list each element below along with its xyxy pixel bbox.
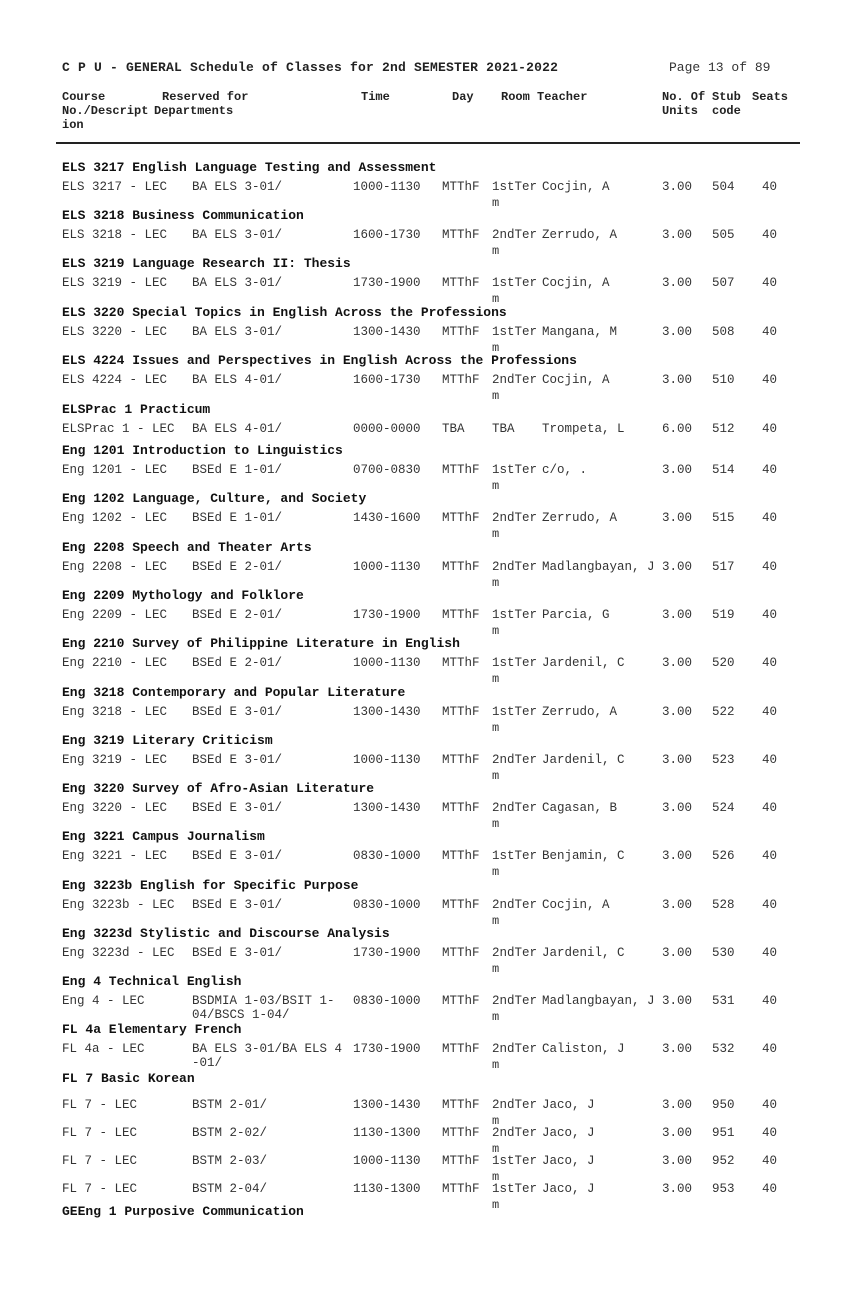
stub-code: 517 (712, 560, 735, 574)
seats: 40 (762, 180, 778, 194)
col-units-header (662, 90, 705, 118)
class-days: MTThF (442, 511, 480, 525)
reserved-departments (192, 946, 282, 960)
class-days: MTThF (442, 463, 480, 477)
stub-code: 508 (712, 325, 735, 339)
units: 3.00 (662, 608, 693, 622)
course-title: Eng 2210 Survey of Philippine Literature in English (62, 636, 460, 651)
course-title: Eng 1202 Language, Culture, and Society (62, 491, 367, 506)
col-reserved-label-2: Departments (154, 104, 234, 118)
course-title: Eng 3223b English for Specific Purpose (62, 878, 359, 893)
room-suffix: m (492, 576, 500, 590)
section-code: FL 4a - LEC (62, 1042, 145, 1056)
col-course-header (62, 90, 148, 132)
reserved-departments (192, 608, 282, 622)
col-stub-label-1: Stub (712, 90, 741, 104)
reserved-line-1: BSEd E 1-01/ (192, 463, 283, 477)
reserved-departments (192, 1098, 267, 1112)
room-suffix: m (492, 769, 500, 783)
teacher: Madlangbayan, J (542, 560, 655, 574)
section-code: Eng 3223d - LEC (62, 946, 175, 960)
teacher: Zerrudo, A (542, 705, 618, 719)
class-time: 1600-1730 (353, 373, 421, 387)
stub-code: 524 (712, 801, 735, 815)
reserved-line-1: BSEd E 3-01/ (192, 849, 283, 863)
reserved-line-1: BSEd E 3-01/ (192, 801, 283, 815)
class-days: MTThF (442, 560, 480, 574)
stub-code: 953 (712, 1182, 735, 1196)
col-reserved-label-1: Reserved for (162, 90, 249, 104)
teacher: Caliston, J (542, 1042, 625, 1056)
class-days: MTThF (442, 1154, 480, 1168)
class-time: 1130-1300 (353, 1126, 421, 1140)
section-code: Eng 2208 - LEC (62, 560, 168, 574)
room-suffix: m (492, 527, 500, 541)
class-time: 0700-0830 (353, 463, 421, 477)
section-code: Eng 1202 - LEC (62, 511, 168, 525)
units: 3.00 (662, 849, 693, 863)
course-title: Eng 3220 Survey of Afro-Asian Literature (62, 781, 375, 796)
seats: 40 (762, 801, 778, 815)
course-title: ELS 3220 Special Topics in English Across the Professions (62, 305, 507, 320)
class-days: MTThF (442, 1098, 480, 1112)
room: 2ndTer (492, 753, 538, 767)
reserved-line-2: -01/ (192, 1056, 223, 1070)
col-course-label-2: No./Descript (62, 104, 149, 118)
stub-code: 528 (712, 898, 735, 912)
section-code: Eng 3221 - LEC (62, 849, 168, 863)
class-days: MTThF (442, 946, 480, 960)
room-suffix: m (492, 196, 500, 210)
room-suffix: m (492, 479, 500, 493)
course-title: Eng 2208 Speech and Theater Arts (62, 540, 312, 555)
room: 1stTer (492, 1182, 538, 1196)
reserved-line-1: BA ELS 3-01/BA ELS 4 (192, 1042, 343, 1056)
seats: 40 (762, 656, 778, 670)
course-title: FL 4a Elementary French (62, 1022, 242, 1037)
course-title: Eng 3221 Campus Journalism (62, 829, 265, 844)
class-time: 1730-1900 (353, 276, 421, 290)
reserved-departments (192, 1154, 267, 1168)
section-code: Eng 3220 - LEC (62, 801, 168, 815)
seats: 40 (762, 705, 778, 719)
class-time: 1430-1600 (353, 511, 421, 525)
teacher: Cocjin, A (542, 898, 610, 912)
stub-code: 520 (712, 656, 735, 670)
reserved-departments (192, 801, 282, 815)
teacher: Jaco, J (542, 1126, 595, 1140)
room-suffix: m (492, 1170, 500, 1184)
seats: 40 (762, 1098, 778, 1112)
class-time: 1000-1130 (353, 753, 421, 767)
room-suffix: m (492, 721, 500, 735)
reserved-line-1: BSTM 2-03/ (192, 1154, 268, 1168)
units: 3.00 (662, 325, 693, 339)
room: 2ndTer (492, 1042, 538, 1056)
class-days: MTThF (442, 1126, 480, 1140)
class-days: TBA (442, 422, 465, 436)
stub-code: 950 (712, 1098, 735, 1112)
stub-code: 531 (712, 994, 735, 1008)
section-code: Eng 4 - LEC (62, 994, 145, 1008)
class-days: MTThF (442, 373, 480, 387)
reserved-line-1: BSEd E 3-01/ (192, 898, 283, 912)
class-days: MTThF (442, 325, 480, 339)
stub-code: 532 (712, 1042, 735, 1056)
stub-code: 526 (712, 849, 735, 863)
reserved-line-1: BSTM 2-02/ (192, 1126, 268, 1140)
course-title: ELSPrac 1 Practicum (62, 402, 211, 417)
units: 6.00 (662, 422, 693, 436)
room: 1stTer (492, 463, 538, 477)
reserved-line-1: BA ELS 3-01/ (192, 325, 283, 339)
room-suffix: m (492, 624, 500, 638)
reserved-departments (192, 1182, 267, 1196)
reserved-departments (192, 560, 282, 574)
room: 2ndTer (492, 373, 538, 387)
class-days: MTThF (442, 994, 480, 1008)
reserved-departments (192, 849, 282, 863)
room-suffix: m (492, 1142, 500, 1156)
seats: 40 (762, 422, 778, 436)
reserved-departments (192, 373, 282, 387)
stub-code: 952 (712, 1154, 735, 1168)
col-day-header: Day (452, 90, 474, 104)
room-suffix: m (492, 389, 500, 403)
course-title: Eng 3223d Stylistic and Discourse Analysis (62, 926, 390, 941)
reserved-departments (192, 656, 282, 670)
page-number: Page 13 of 89 (669, 60, 771, 75)
room-suffix: m (492, 292, 500, 306)
teacher: Trompeta, L (542, 422, 625, 436)
class-days: MTThF (442, 180, 480, 194)
section-code: ELS 3218 - LEC (62, 228, 168, 242)
units: 3.00 (662, 180, 693, 194)
col-seats-header: Seats (752, 90, 789, 104)
reserved-line-1: BSEd E 2-01/ (192, 560, 283, 574)
room: 2ndTer (492, 946, 538, 960)
units: 3.00 (662, 511, 693, 525)
reserved-line-1: BSEd E 2-01/ (192, 608, 283, 622)
stub-code: 504 (712, 180, 735, 194)
units: 3.00 (662, 705, 693, 719)
section-code: Eng 1201 - LEC (62, 463, 168, 477)
class-days: MTThF (442, 276, 480, 290)
room: 1stTer (492, 180, 538, 194)
seats: 40 (762, 325, 778, 339)
seats: 40 (762, 1154, 778, 1168)
class-time: 1730-1900 (353, 1042, 421, 1056)
course-title: ELS 3218 Business Communication (62, 208, 304, 223)
reserved-line-1: BSEd E 3-01/ (192, 705, 283, 719)
reserved-departments (192, 753, 282, 767)
class-time: 1000-1130 (353, 560, 421, 574)
teacher: Zerrudo, A (542, 228, 618, 242)
stub-code: 505 (712, 228, 735, 242)
units: 3.00 (662, 753, 693, 767)
col-room-teacher-header: Room Teacher (501, 90, 588, 104)
room: 1stTer (492, 608, 538, 622)
reserved-departments (192, 463, 282, 477)
course-title: GEEng 1 Purposive Communication (62, 1204, 304, 1219)
section-code: ELSPrac 1 - LEC (62, 422, 175, 436)
teacher: Jaco, J (542, 1154, 595, 1168)
class-days: MTThF (442, 1182, 480, 1196)
course-title: ELS 4224 Issues and Perspectives in English Across the Professions (62, 353, 577, 368)
class-time: 0830-1000 (353, 849, 421, 863)
seats: 40 (762, 994, 778, 1008)
units: 3.00 (662, 1154, 693, 1168)
seats: 40 (762, 1182, 778, 1196)
section-code: Eng 3219 - LEC (62, 753, 168, 767)
room: 2ndTer (492, 511, 538, 525)
class-days: MTThF (442, 801, 480, 815)
col-stub-header (712, 90, 741, 118)
teacher: Cocjin, A (542, 180, 610, 194)
reserved-line-1: BSEd E 3-01/ (192, 946, 283, 960)
section-code: Eng 3218 - LEC (62, 705, 168, 719)
reserved-departments (192, 511, 282, 525)
teacher: Jaco, J (542, 1182, 595, 1196)
room: 1stTer (492, 1154, 538, 1168)
reserved-departments (192, 276, 282, 290)
teacher: c/o, . (542, 463, 588, 477)
class-time: 1730-1900 (353, 608, 421, 622)
class-time: 1000-1130 (353, 180, 421, 194)
room-suffix: m (492, 1114, 500, 1128)
room: 2ndTer (492, 228, 538, 242)
units: 3.00 (662, 1098, 693, 1112)
units: 3.00 (662, 276, 693, 290)
class-days: MTThF (442, 705, 480, 719)
section-code: ELS 3219 - LEC (62, 276, 168, 290)
room: 2ndTer (492, 1126, 538, 1140)
stub-code: 523 (712, 753, 735, 767)
stub-code: 514 (712, 463, 735, 477)
section-code: FL 7 - LEC (62, 1154, 138, 1168)
teacher: Parcia, G (542, 608, 610, 622)
reserved-line-1: BA ELS 4-01/ (192, 373, 283, 387)
units: 3.00 (662, 373, 693, 387)
stub-code: 507 (712, 276, 735, 290)
class-time: 1300-1430 (353, 325, 421, 339)
seats: 40 (762, 1042, 778, 1056)
reserved-departments (192, 180, 282, 194)
section-code: Eng 2210 - LEC (62, 656, 168, 670)
seats: 40 (762, 228, 778, 242)
class-time: 1130-1300 (353, 1182, 421, 1196)
reserved-line-1: BSTM 2-04/ (192, 1182, 268, 1196)
seats: 40 (762, 608, 778, 622)
class-time: 1000-1130 (353, 656, 421, 670)
seats: 40 (762, 463, 778, 477)
class-days: MTThF (442, 849, 480, 863)
teacher: Zerrudo, A (542, 511, 618, 525)
room: 2ndTer (492, 1098, 538, 1112)
room: 1stTer (492, 849, 538, 863)
section-code: FL 7 - LEC (62, 1182, 138, 1196)
units: 3.00 (662, 801, 693, 815)
class-time: 1600-1730 (353, 228, 421, 242)
seats: 40 (762, 946, 778, 960)
room: 2ndTer (492, 898, 538, 912)
reserved-departments (192, 1126, 267, 1140)
reserved-line-1: BSEd E 1-01/ (192, 511, 283, 525)
course-title: ELS 3217 English Language Testing and Assessment (62, 160, 437, 175)
room-suffix: m (492, 1058, 500, 1072)
class-time: 1730-1900 (353, 946, 421, 960)
reserved-departments (192, 1042, 342, 1070)
section-code: ELS 3217 - LEC (62, 180, 168, 194)
units: 3.00 (662, 994, 693, 1008)
units: 3.00 (662, 560, 693, 574)
col-units-label-1: No. Of (662, 90, 706, 104)
seats: 40 (762, 1126, 778, 1140)
course-title: Eng 3218 Contemporary and Popular Literature (62, 685, 406, 700)
course-title: Eng 3219 Literary Criticism (62, 733, 273, 748)
course-title: Eng 1201 Introduction to Linguistics (62, 443, 343, 458)
course-title: Eng 4 Technical English (62, 974, 242, 989)
reserved-line-1: BSEd E 3-01/ (192, 753, 283, 767)
class-days: MTThF (442, 656, 480, 670)
reserved-departments (192, 422, 282, 436)
room-suffix: m (492, 914, 500, 928)
reserved-departments (192, 325, 282, 339)
units: 3.00 (662, 1042, 693, 1056)
col-units-label-2: Units (662, 104, 699, 118)
room-suffix: m (492, 341, 500, 355)
room-suffix: m (492, 1198, 500, 1212)
reserved-departments (192, 705, 282, 719)
section-code: FL 7 - LEC (62, 1126, 138, 1140)
col-reserved-header (154, 90, 249, 118)
teacher: Jardenil, C (542, 946, 625, 960)
reserved-line-1: BA ELS 3-01/ (192, 276, 283, 290)
reserved-line-1: BA ELS 4-01/ (192, 422, 283, 436)
reserved-line-1: BSTM 2-01/ (192, 1098, 268, 1112)
col-stub-label-2: code (712, 104, 741, 118)
class-days: MTThF (442, 898, 480, 912)
room-suffix: m (492, 962, 500, 976)
reserved-line-1: BA ELS 3-01/ (192, 228, 283, 242)
class-time: 0830-1000 (353, 994, 421, 1008)
room: 2ndTer (492, 801, 538, 815)
units: 3.00 (662, 228, 693, 242)
room-suffix: m (492, 1010, 500, 1024)
stub-code: 512 (712, 422, 735, 436)
reserved-line-2: 04/BSCS 1-04/ (192, 1008, 290, 1022)
room: 2ndTer (492, 560, 538, 574)
teacher: Benjamin, C (542, 849, 625, 863)
seats: 40 (762, 753, 778, 767)
header-divider (56, 142, 800, 144)
course-title: FL 7 Basic Korean (62, 1071, 195, 1086)
stub-code: 515 (712, 511, 735, 525)
seats: 40 (762, 560, 778, 574)
room: 1stTer (492, 705, 538, 719)
section-code: ELS 4224 - LEC (62, 373, 168, 387)
teacher: Jaco, J (542, 1098, 595, 1112)
section-code: Eng 3223b - LEC (62, 898, 175, 912)
teacher: Jardenil, C (542, 753, 625, 767)
units: 3.00 (662, 1126, 693, 1140)
class-days: MTThF (442, 228, 480, 242)
class-time: 1300-1430 (353, 705, 421, 719)
teacher: Cocjin, A (542, 276, 610, 290)
room-suffix: m (492, 672, 500, 686)
stub-code: 519 (712, 608, 735, 622)
class-time: 1300-1430 (353, 801, 421, 815)
reserved-line-1: BSDMIA 1-03/BSIT 1- (192, 994, 335, 1008)
seats: 40 (762, 511, 778, 525)
stub-code: 951 (712, 1126, 735, 1140)
reserved-departments (192, 994, 335, 1022)
room: TBA (492, 422, 515, 436)
section-code: ELS 3220 - LEC (62, 325, 168, 339)
class-time: 0830-1000 (353, 898, 421, 912)
room: 1stTer (492, 656, 538, 670)
teacher: Madlangbayan, J (542, 994, 655, 1008)
reserved-departments (192, 898, 282, 912)
col-course-label-3: ion (62, 118, 84, 132)
stub-code: 510 (712, 373, 735, 387)
units: 3.00 (662, 898, 693, 912)
room-suffix: m (492, 817, 500, 831)
room-suffix: m (492, 244, 500, 258)
col-course-label-1: Course (62, 90, 106, 104)
course-title: Eng 2209 Mythology and Folklore (62, 588, 304, 603)
seats: 40 (762, 373, 778, 387)
reserved-departments (192, 228, 282, 242)
class-days: MTThF (442, 1042, 480, 1056)
teacher: Mangana, M (542, 325, 618, 339)
room-suffix: m (492, 865, 500, 879)
col-time-header: Time (361, 90, 390, 104)
teacher: Cagasan, B (542, 801, 618, 815)
section-code: Eng 2209 - LEC (62, 608, 168, 622)
section-code: FL 7 - LEC (62, 1098, 138, 1112)
document-title: C P U - GENERAL Schedule of Classes for 2nd SEMESTER 2021-2022 (62, 60, 559, 75)
course-title: ELS 3219 Language Research II: Thesis (62, 256, 351, 271)
class-days: MTThF (442, 608, 480, 622)
units: 3.00 (662, 656, 693, 670)
teacher: Jardenil, C (542, 656, 625, 670)
seats: 40 (762, 276, 778, 290)
class-time: 1000-1130 (353, 1154, 421, 1168)
room: 1stTer (492, 325, 538, 339)
class-time: 1300-1430 (353, 1098, 421, 1112)
reserved-line-1: BA ELS 3-01/ (192, 180, 283, 194)
teacher: Cocjin, A (542, 373, 610, 387)
units: 3.00 (662, 463, 693, 477)
seats: 40 (762, 849, 778, 863)
stub-code: 522 (712, 705, 735, 719)
units: 3.00 (662, 1182, 693, 1196)
reserved-line-1: BSEd E 2-01/ (192, 656, 283, 670)
units: 3.00 (662, 946, 693, 960)
room: 2ndTer (492, 994, 538, 1008)
stub-code: 530 (712, 946, 735, 960)
seats: 40 (762, 898, 778, 912)
class-days: MTThF (442, 753, 480, 767)
room: 1stTer (492, 276, 538, 290)
class-time: 0000-0000 (353, 422, 421, 436)
